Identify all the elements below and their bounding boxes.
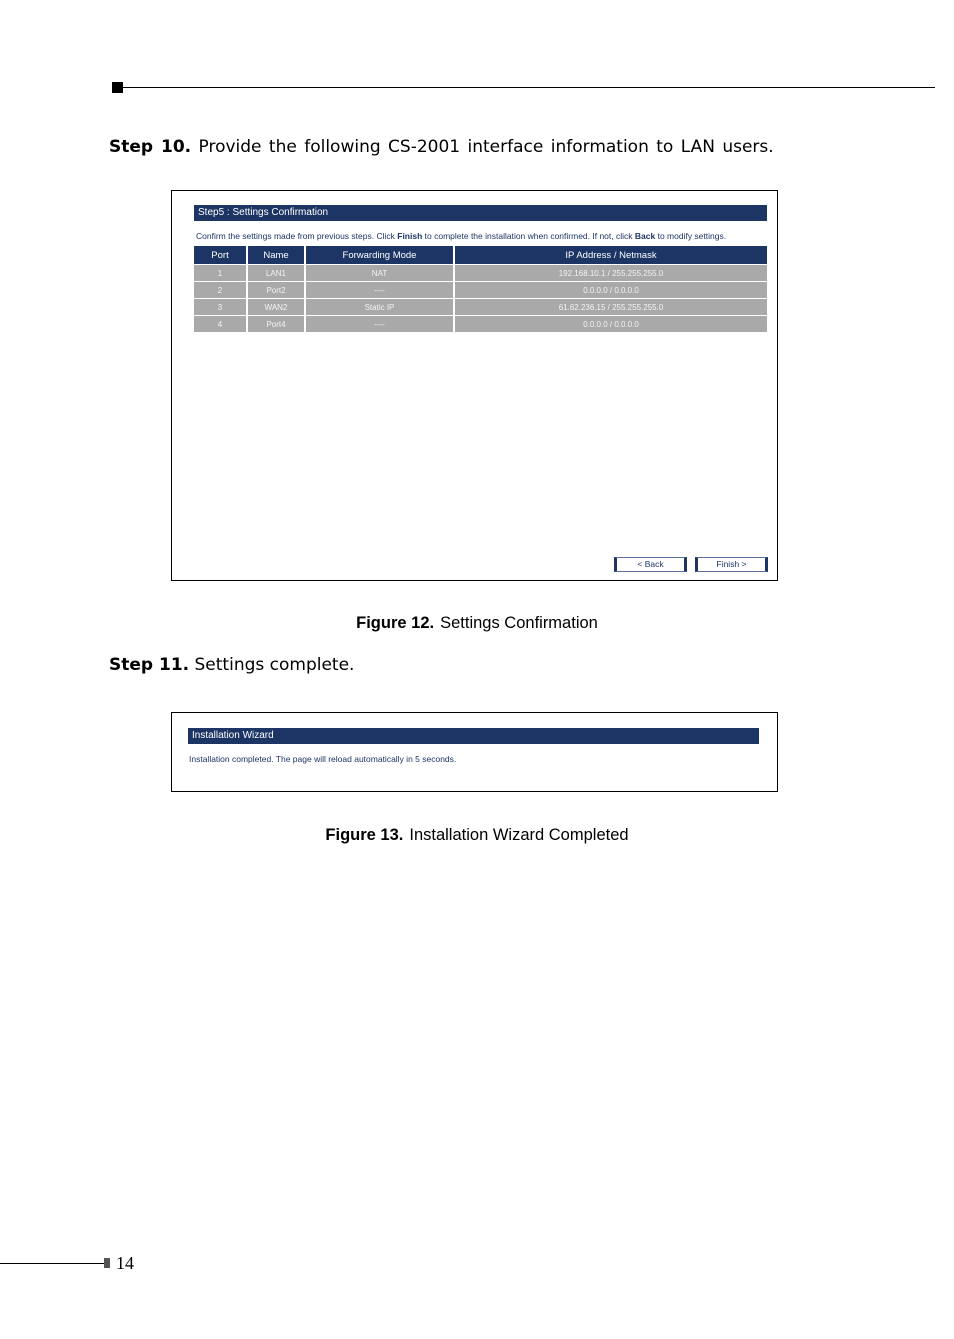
- step-10-text: Provide the following CS-2001 interface information to LAN users.: [198, 137, 774, 157]
- instruction-back-word: Back: [634, 231, 656, 241]
- header-square-marker: [112, 82, 123, 93]
- figure-12-label: Figure 12.: [356, 614, 435, 632]
- figure-13-label: Figure 13.: [325, 826, 404, 844]
- table-row: [194, 316, 767, 333]
- cell-forwarding-mode: ----: [305, 316, 454, 333]
- cell-forwarding-mode: NAT: [305, 265, 454, 282]
- settings-confirmation-title: Step5 : Settings Confirmation: [194, 205, 767, 221]
- step-11-paragraph: [109, 655, 354, 675]
- cell-port: 4: [194, 316, 247, 333]
- installation-complete-screenshot: [171, 712, 778, 792]
- figure-12-text: Settings Confirmation: [440, 614, 598, 632]
- cell-name: WAN2: [247, 299, 305, 316]
- table-row: [194, 299, 767, 316]
- figure-12-caption: [0, 614, 954, 633]
- settings-confirmation-screenshot: [171, 190, 778, 581]
- table-row: [194, 282, 767, 299]
- column-header-name: Name: [247, 246, 305, 265]
- finish-button[interactable]: Finish >: [695, 557, 768, 572]
- step-11-label: Step 11.: [109, 655, 190, 675]
- cell-forwarding-mode: ----: [305, 282, 454, 299]
- cell-ip-netmask: 192.168.10.1 / 255.255.255.0: [454, 265, 767, 282]
- table-header-row: [194, 246, 767, 265]
- column-header-ip-netmask: IP Address / Netmask: [454, 246, 767, 265]
- installation-complete-message: Installation completed. The page will reload automatically in 5 seconds.: [189, 754, 457, 764]
- back-button[interactable]: < Back: [614, 557, 687, 572]
- footer-marker: [104, 1258, 110, 1268]
- cell-name: LAN1: [247, 265, 305, 282]
- instruction-finish-word: Finish: [397, 231, 423, 241]
- footer-rule: [0, 1263, 106, 1264]
- cell-port: 2: [194, 282, 247, 299]
- cell-name: Port4: [247, 316, 305, 333]
- instruction-part3: to modify settings.: [655, 231, 727, 241]
- figure-13-text: Installation Wizard Completed: [409, 826, 629, 844]
- cell-name: Port2: [247, 282, 305, 299]
- cell-ip-netmask: 0.0.0.0 / 0.0.0.0: [454, 282, 767, 299]
- installation-wizard-title: Installation Wizard: [188, 728, 759, 744]
- column-header-port: Port: [194, 246, 247, 265]
- instruction-part1: Confirm the settings made from previous steps. Click: [196, 231, 398, 241]
- figure-13-caption: [0, 826, 954, 845]
- settings-table: [194, 246, 767, 332]
- table-row: [194, 265, 767, 282]
- step-11-text: Settings complete.: [194, 655, 355, 675]
- cell-forwarding-mode: Static IP: [305, 299, 454, 316]
- step-10-paragraph: [109, 137, 774, 157]
- header-rule: [117, 87, 935, 88]
- cell-port: 3: [194, 299, 247, 316]
- cell-ip-netmask: 61.62.236.15 / 255.255.255.0: [454, 299, 767, 316]
- cell-ip-netmask: 0.0.0.0 / 0.0.0.0: [454, 316, 767, 333]
- cell-port: 1: [194, 265, 247, 282]
- confirmation-instruction: [196, 231, 726, 241]
- page-number: 14: [116, 1253, 134, 1273]
- instruction-part2: to complete the installation when confirmed. If not, click: [422, 231, 635, 241]
- column-header-forwarding-mode: Forwarding Mode: [305, 246, 454, 265]
- step-10-label: Step 10.: [109, 137, 192, 157]
